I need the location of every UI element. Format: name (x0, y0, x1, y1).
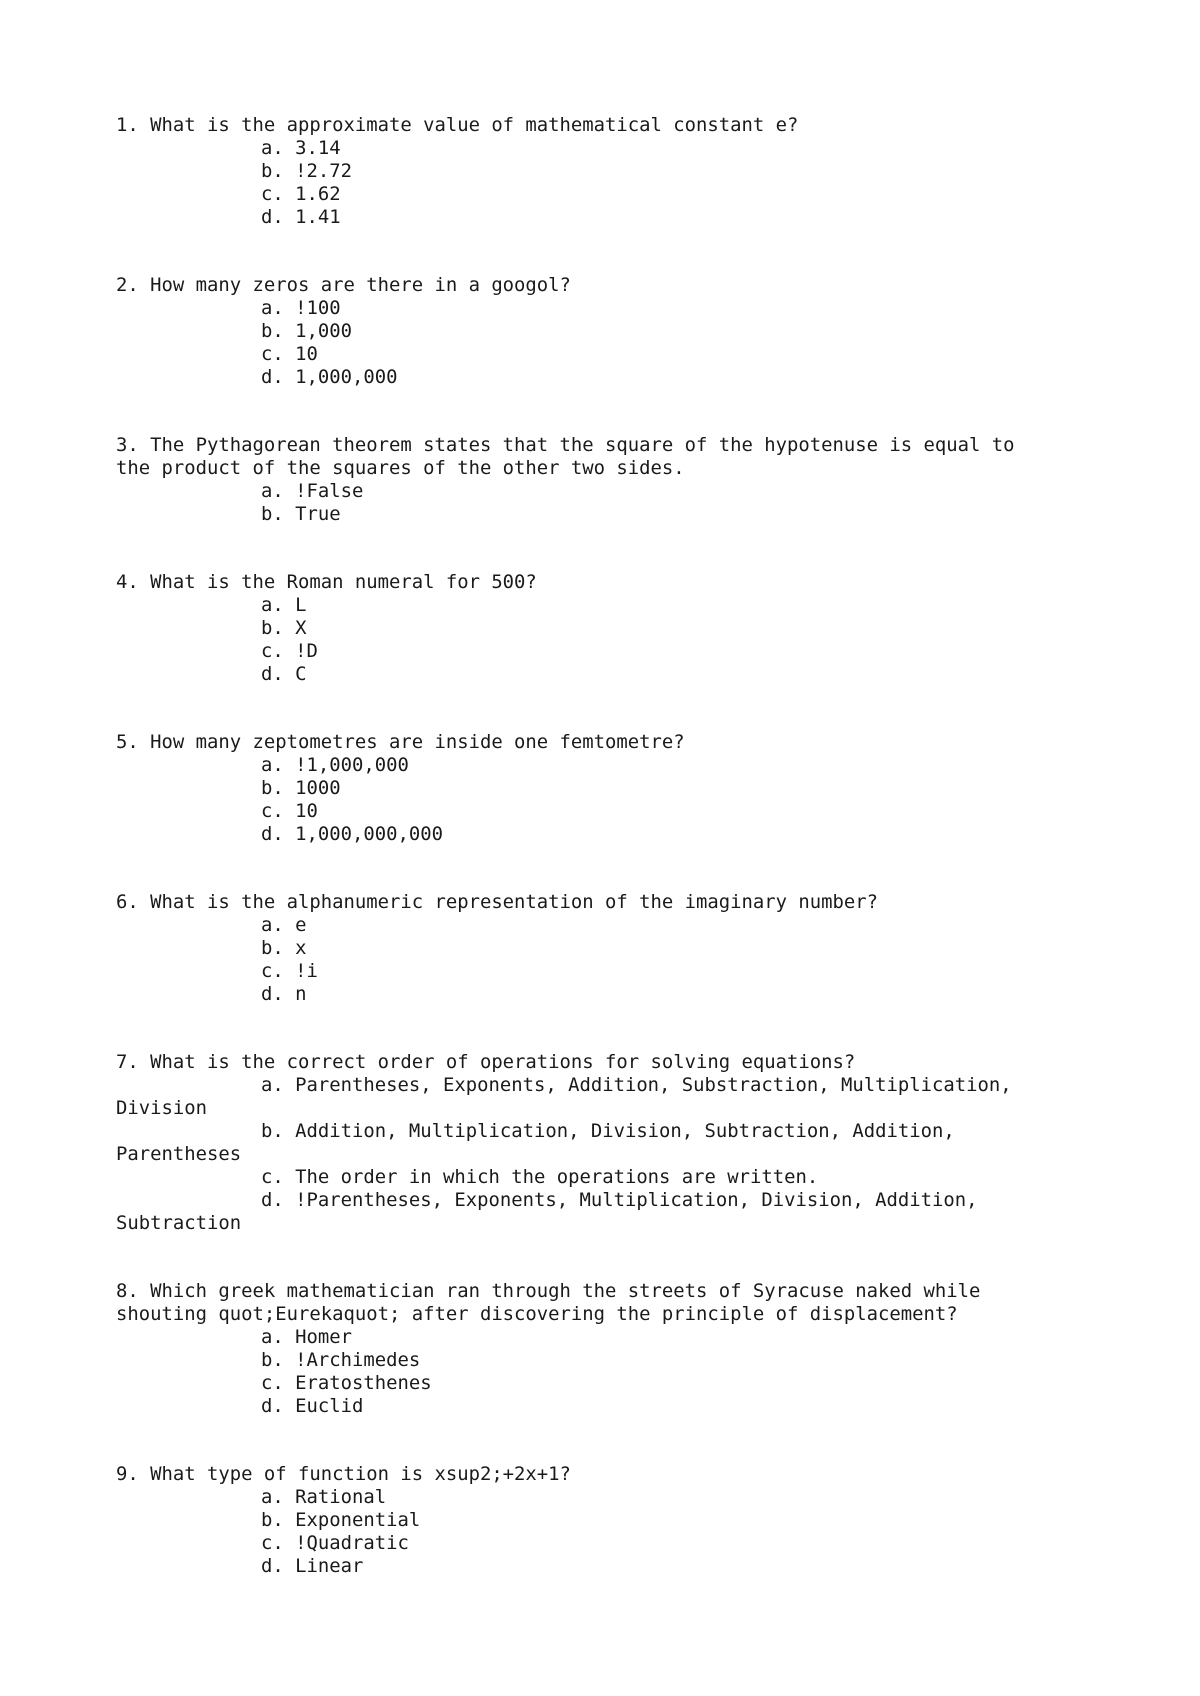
question-5 (116, 731, 1116, 846)
answer-option (116, 1532, 1116, 1555)
answer-option (116, 1486, 1116, 1509)
option-text: b. Exponential (261, 1509, 421, 1531)
option-text: c. 1.62 (261, 183, 341, 205)
option-text: a. !100 (261, 297, 341, 319)
option-text: b. X (261, 617, 307, 639)
answer-option (116, 183, 1116, 206)
question-9 (116, 1463, 1116, 1578)
question-text: 8. Which greek mathematician ran through the streets of Syracuse naked while (116, 1280, 981, 1302)
answer-option (116, 1395, 1116, 1418)
question-text: 5. How many zeptometres are inside one femtometre? (116, 731, 685, 753)
option-text: a. !1,000,000 (261, 754, 409, 776)
question-text: shouting quot;Eurekaquot; after discovering the principle of displacement? (116, 1303, 958, 1325)
quiz-document (116, 114, 1116, 1623)
answer-option (116, 297, 1116, 320)
option-text-continuation: Parentheses (116, 1143, 242, 1165)
answer-option (116, 1326, 1116, 1349)
option-text: d. 1.41 (261, 206, 341, 228)
question-text: 2. How many zeros are there in a googol? (116, 274, 571, 296)
question-text: the product of the squares of the other two sides. (116, 457, 685, 479)
answer-option (116, 160, 1116, 183)
option-text: c. !D (261, 640, 318, 662)
option-text: d. 1,000,000 (261, 366, 398, 388)
answer-option (116, 937, 1116, 960)
question-3 (116, 434, 1116, 526)
option-text: c. The order in which the operations are written. (261, 1166, 819, 1188)
option-text: d. Euclid (261, 1395, 364, 1417)
question-8 (116, 1280, 1116, 1418)
option-text: b. x (261, 937, 307, 959)
option-text: b. 1000 (261, 777, 341, 799)
answer-option (116, 137, 1116, 160)
option-text: a. Homer (261, 1326, 352, 1348)
question-2 (116, 274, 1116, 389)
option-text: d. n (261, 983, 307, 1005)
answer-option (116, 594, 1116, 617)
option-text: a. L (261, 594, 307, 616)
option-text: c. Eratosthenes (261, 1372, 432, 1394)
option-text-continuation: Subtraction (116, 1212, 242, 1234)
option-text: b. !2.72 (261, 160, 352, 182)
option-text: b. 1,000 (261, 320, 352, 342)
option-text: c. !Quadratic (261, 1532, 409, 1554)
answer-option (116, 1189, 1116, 1235)
option-text: d. C (261, 663, 307, 685)
answer-option (116, 960, 1116, 983)
question-text: 1. What is the approximate value of mathematical constant e? (116, 114, 799, 136)
option-text-continuation: Division (116, 1097, 207, 1119)
option-text: b. !Archimedes (261, 1349, 421, 1371)
question-7 (116, 1051, 1116, 1235)
question-1 (116, 114, 1116, 229)
answer-option (116, 206, 1116, 229)
answer-option (116, 480, 1116, 503)
answer-option (116, 640, 1116, 663)
answer-option (116, 1120, 1116, 1166)
answer-option (116, 983, 1116, 1006)
option-text: a. Parentheses, Exponents, Addition, Substraction, Multiplication, (261, 1074, 1012, 1096)
answer-option (116, 1074, 1116, 1120)
answer-option (116, 800, 1116, 823)
answer-option (116, 343, 1116, 366)
answer-option (116, 663, 1116, 686)
option-text: a. !False (261, 480, 364, 502)
option-text: b. True (261, 503, 341, 525)
answer-option (116, 754, 1116, 777)
question-6 (116, 891, 1116, 1006)
answer-option (116, 914, 1116, 937)
answer-option (116, 823, 1116, 846)
question-text: 4. What is the Roman numeral for 500? (116, 571, 537, 593)
option-text: d. Linear (261, 1555, 364, 1577)
answer-option (116, 617, 1116, 640)
option-text: d. 1,000,000,000 (261, 823, 443, 845)
question-text: 9. What type of function is xsup2;+2x+1? (116, 1463, 571, 1485)
option-text: b. Addition, Multiplication, Division, Subtraction, Addition, (261, 1120, 955, 1142)
question-text: 3. The Pythagorean theorem states that the square of the hypotenuse is equal to (116, 434, 1015, 456)
option-text: c. 10 (261, 800, 318, 822)
answer-option (116, 1166, 1116, 1189)
answer-option (116, 1555, 1116, 1578)
option-text: d. !Parentheses, Exponents, Multiplication, Division, Addition, (261, 1189, 978, 1211)
question-text: 7. What is the correct order of operations for solving equations? (116, 1051, 856, 1073)
option-text: a. 3.14 (261, 137, 341, 159)
option-text: c. !i (261, 960, 318, 982)
option-text: c. 10 (261, 343, 318, 365)
answer-option (116, 1349, 1116, 1372)
option-text: a. Rational (261, 1486, 387, 1508)
answer-option (116, 1372, 1116, 1395)
answer-option (116, 777, 1116, 800)
answer-option (116, 503, 1116, 526)
answer-option (116, 366, 1116, 389)
question-4 (116, 571, 1116, 686)
option-text: a. e (261, 914, 307, 936)
question-text: 6. What is the alphanumeric representation of the imaginary number? (116, 891, 878, 913)
answer-option (116, 320, 1116, 343)
answer-option (116, 1509, 1116, 1532)
